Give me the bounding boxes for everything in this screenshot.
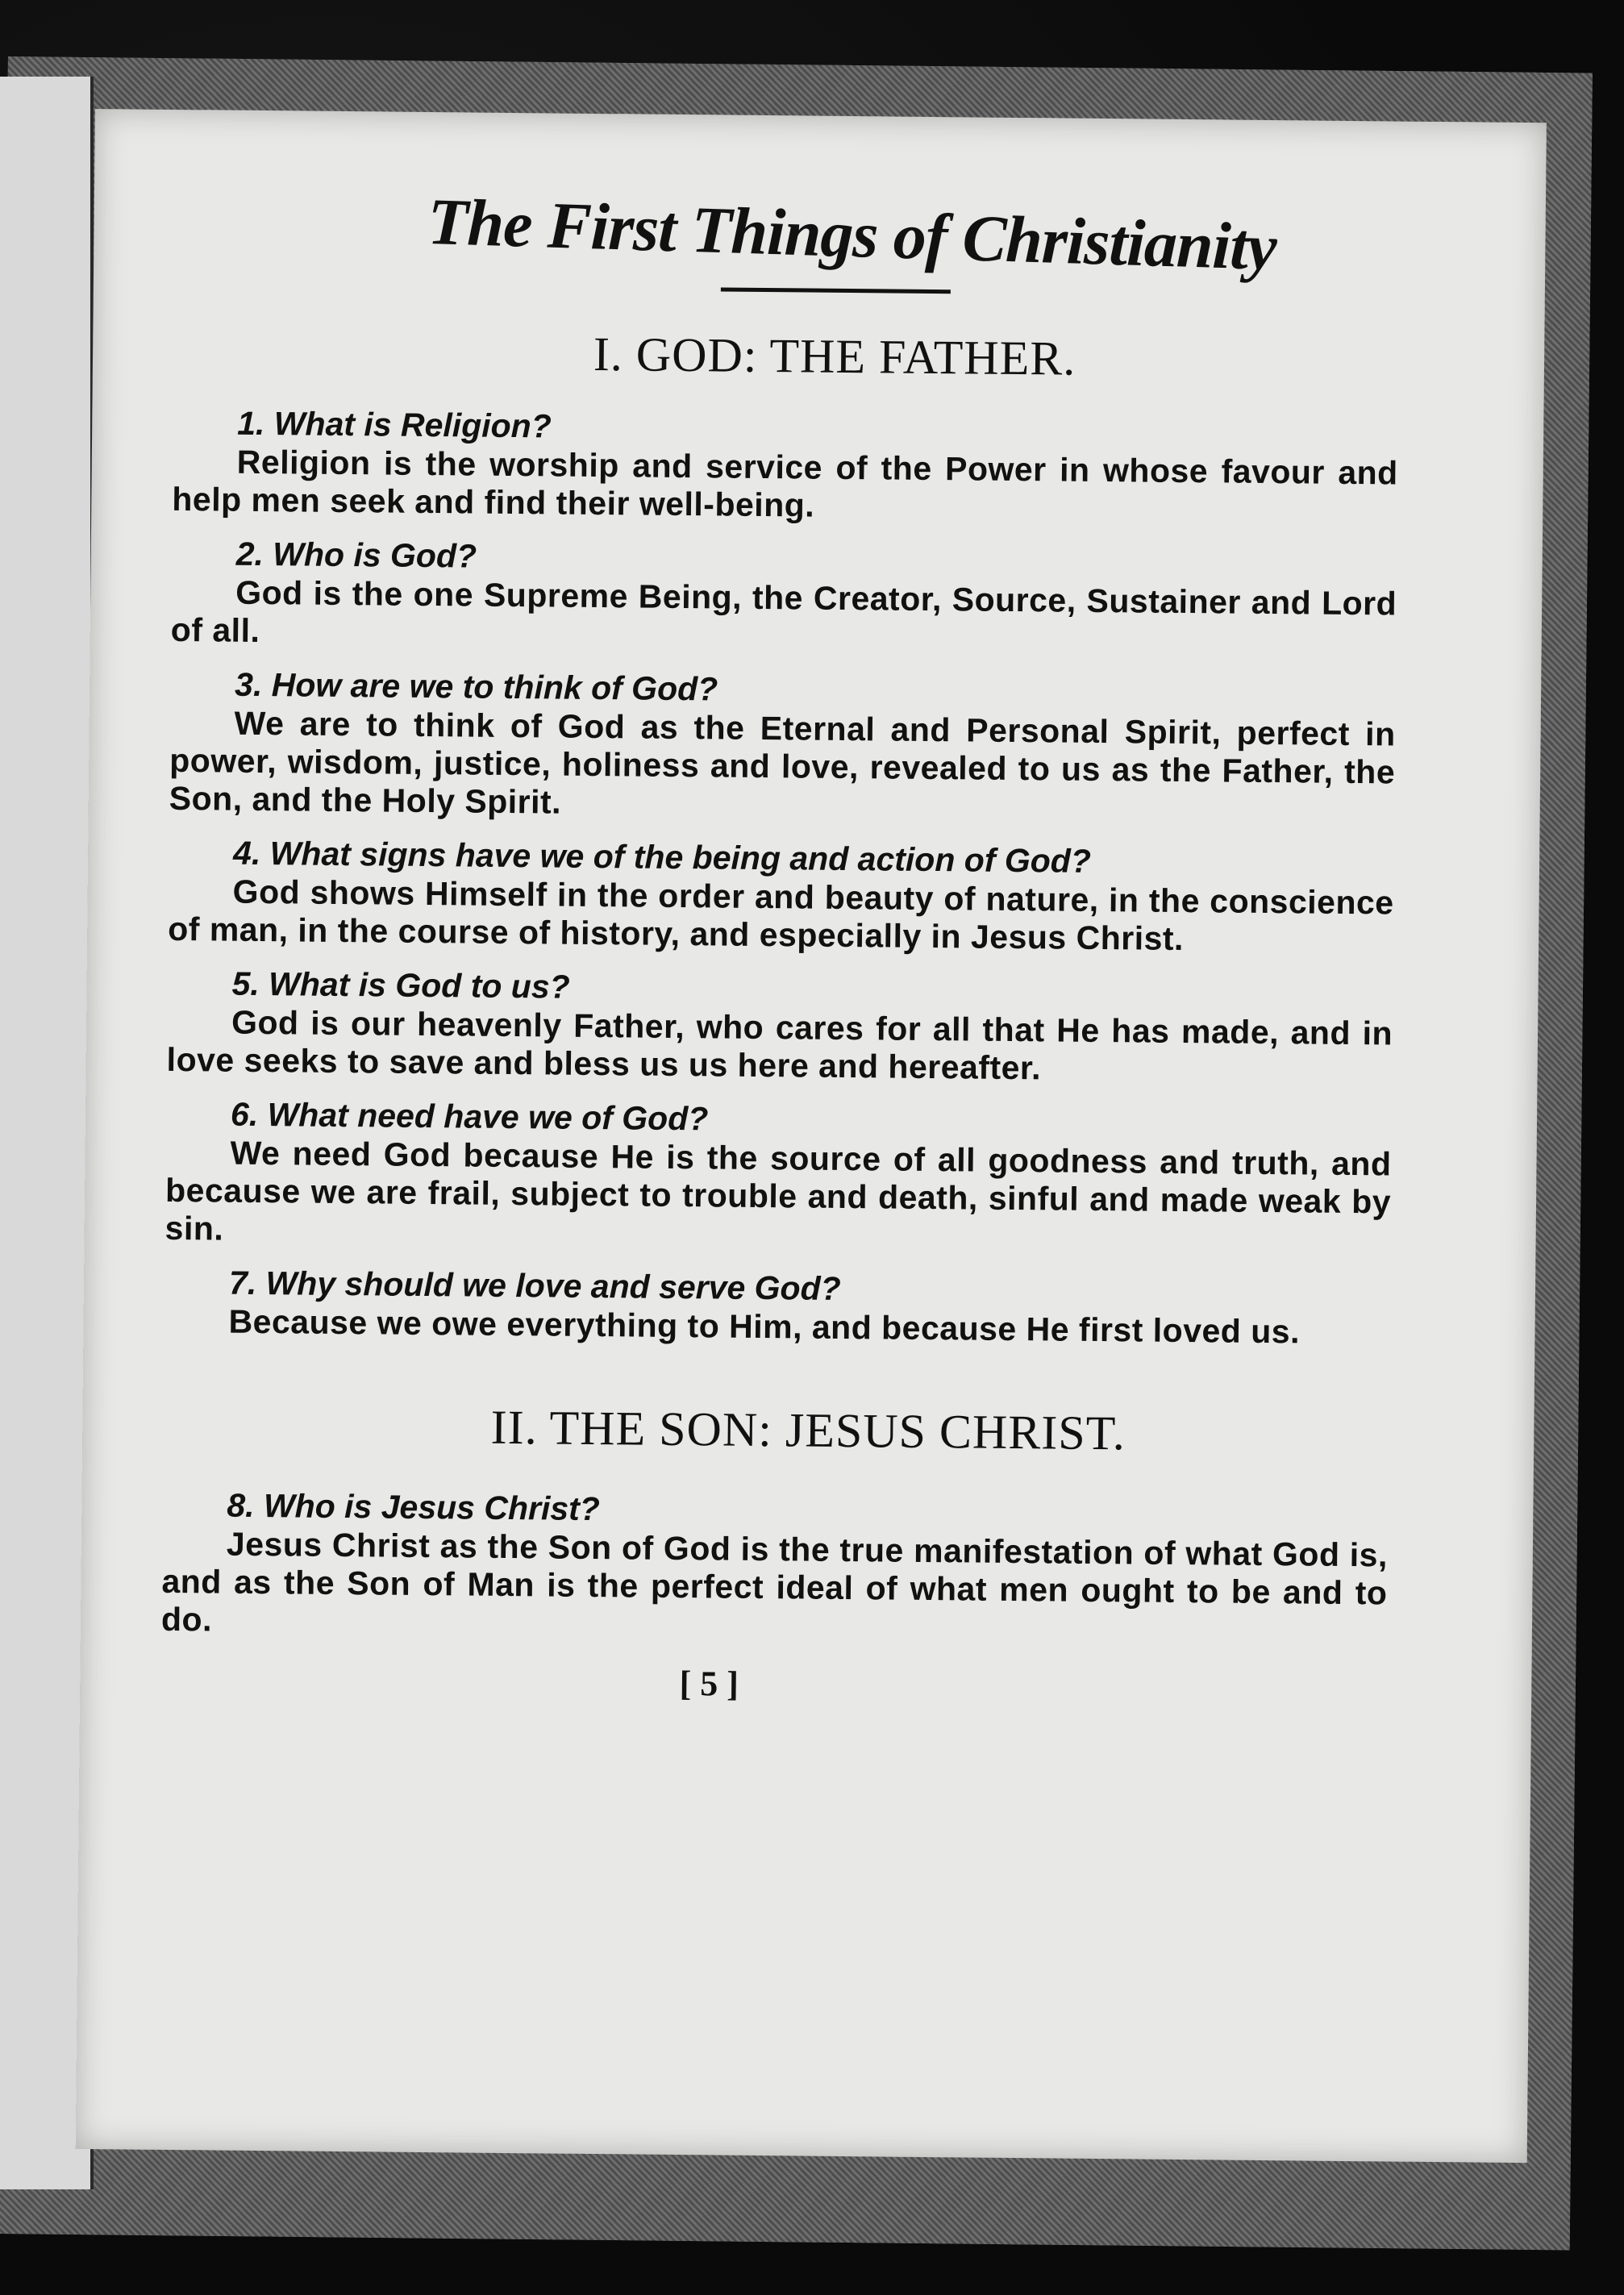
question: 2. Who is God? xyxy=(235,535,477,575)
qa-item xyxy=(166,963,1393,1091)
answer: Because we owe everything to Him, and because He first loved us. xyxy=(228,1302,1301,1351)
answer: We need God because He is the source of all goodness and truth, and because we are frail, subject to trouble and death, sinful and made weak by sin. xyxy=(164,1134,1392,1247)
answer: God is our heavenly Father, who cares for all that He has made, and in love seeks to save and bless us us here and hereafter. xyxy=(166,1003,1393,1087)
question: 4. What signs have we of the being and action of God? xyxy=(232,834,1092,880)
book-page xyxy=(76,109,1547,2163)
question: 1. What is Religion? xyxy=(237,404,552,445)
question: 8. Who is Jesus Christ? xyxy=(227,1486,601,1528)
title-divider xyxy=(720,287,950,294)
qa-item xyxy=(169,664,1397,830)
answer: God shows Himself in the order and beauty of nature, in the conscience of man, in the course of history, and especially in Jesus Christ. xyxy=(168,873,1394,958)
qa-item xyxy=(164,1093,1392,1260)
section-heading-god-the-father: I. GOD: THE FATHER. xyxy=(593,327,1076,385)
page-number: [ 5 ] xyxy=(679,1664,739,1704)
qa-item xyxy=(172,402,1398,531)
question: 3. How are we to think of God? xyxy=(234,665,718,708)
answer: We are to think of God as the Eternal and Personal Spirit, perfect in power, wisdom, justice, holiness and love, revealed to us as the Father, the Son, and the Holy Spirit. xyxy=(169,704,1396,821)
answer: Jesus Christ as the Son of God is the true manifestation of what God is, and as the Son of Man is the perfect ideal of what men ought to be and to do. xyxy=(160,1525,1389,1639)
question: 6. What need have we of God? xyxy=(230,1095,709,1138)
answer: Religion is the worship and service of the Power in whose favour and help men seek and find their well-being. xyxy=(172,443,1398,524)
question: 7. Why should we love and serve God? xyxy=(228,1264,841,1307)
qa-item xyxy=(161,1485,1389,1651)
qa-item xyxy=(168,832,1394,960)
qa-item xyxy=(164,1262,1390,1352)
answer: God is the one Supreme Being, the Creator, Source, Sustainer and Lord of all. xyxy=(170,573,1397,649)
section-heading-the-son: II. THE SON: JESUS CHRIST. xyxy=(490,1400,1126,1460)
question: 5. What is God to us? xyxy=(231,964,570,1006)
page-title: The First Things of Christianity xyxy=(427,184,1277,285)
qa-item xyxy=(171,533,1397,661)
page-content xyxy=(160,184,1401,1711)
